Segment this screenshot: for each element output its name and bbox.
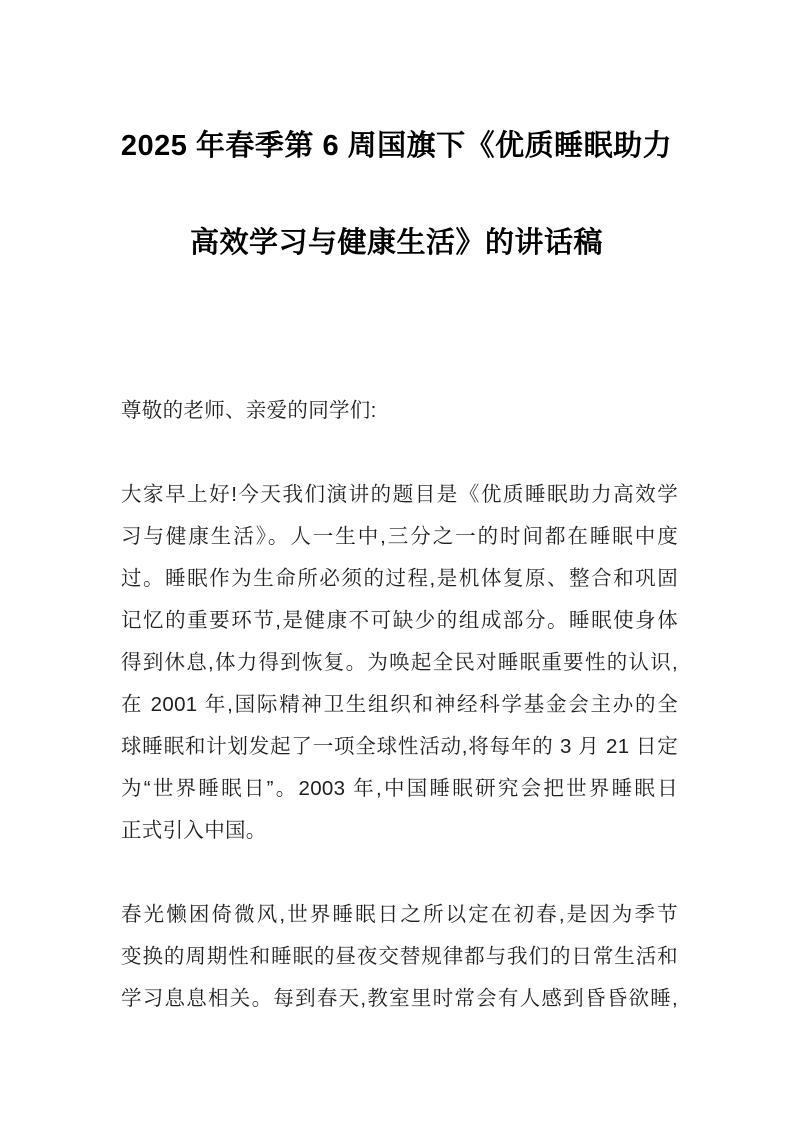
text-line: 记忆的重要环节,是健康不可缺少的组成部分。睡眠使身体 (121, 609, 678, 632)
text-line: 在 2001 年,国际精神卫生组织和神经科学基金会主办的全 (121, 693, 678, 716)
document-title (40, 98, 753, 292)
text-line: 球睡眠和计划发起了一项全球性活动,将每年的 3 月 21 日定 (121, 735, 678, 758)
text-line: 得到休息,体力得到恢复。为唤起全民对睡眠重要性的认识, (121, 651, 678, 674)
paragraph-introduction (121, 474, 678, 852)
text-line: 习与健康生活》。人一生中,三分之一的时间都在睡眠中度 (121, 525, 678, 548)
text-line: 春光懒困倚微风,世界睡眠日之所以定在初春,是因为季节 (121, 903, 678, 926)
text-line: 正式引入中国。 (121, 819, 267, 842)
text-line: 尊敬的老师、亲爱的同学们: (121, 399, 377, 422)
title-line-2: 高效学习与健康生活》的讲话稿 (189, 227, 603, 259)
text-line: 过。睡眠作为生命所必须的过程,是机体复原、整合和巩固 (121, 567, 678, 590)
paragraph-spring-sleep (121, 894, 678, 1020)
text-line: 学习息息相关。每到春天,教室里时常会有人感到昏昏欲睡, (121, 987, 678, 1010)
title-line-1: 2025 年春季第 6 周国旗下《优质睡眠助力 (120, 130, 673, 162)
text-line: 为“世界睡眠日”。2003 年,中国睡眠研究会把世界睡眠日 (121, 777, 678, 800)
text-line: 变换的周期性和睡眠的昼夜交替规律都与我们的日常生活和 (121, 945, 678, 968)
text-line: 大家早上好!今天我们演讲的题目是《优质睡眠助力高效学 (121, 483, 678, 506)
paragraph-salutation (121, 390, 678, 432)
document-body (121, 390, 678, 1020)
